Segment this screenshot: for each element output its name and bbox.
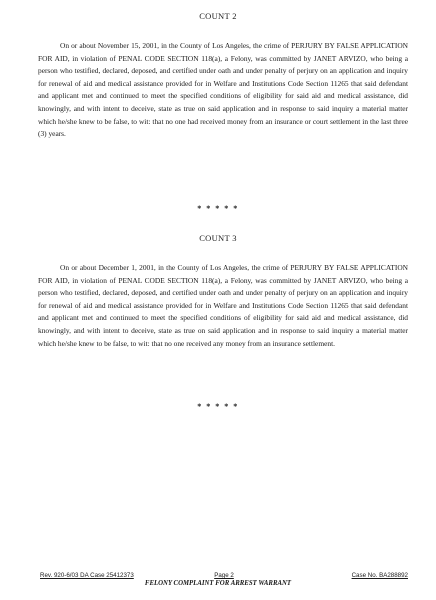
footer-case-number: Case No. BA288892 xyxy=(351,572,408,579)
footer-page-number: Page 2 xyxy=(214,572,234,579)
section-separator: * * * * * xyxy=(197,204,239,213)
section-separator: * * * * * xyxy=(197,402,239,411)
footer-form-revision: Rev. 920-6/03 DA Case 25412373 xyxy=(40,572,134,579)
count-3-paragraph: On or about December 1, 2001, in the County of Los Angeles, the crime of PERJURY BY FALSE APPLICATION FOR AID, in violation of PENAL CODE SECTION 118(a), a Felony, was committed by JANET ARVIZO, who being a person who testified, declared, deposed, and certified under oath and under penalty of perjury on an application and inquiry for renewal of aid and medical assistance provided for in Welfare and Institutions Code Section 11265 that said defendant and applicant met and continued to meet the specified conditions of eligibility for said aid and medical assistance, did knowingly, and with intent to deceive, state as true on said application and in response to said inquiry a material matter which he/she knew to be false, to wit: that no one received any money from an insurance settlement. xyxy=(38,263,408,348)
count-2-paragraph: On or about November 15, 2001, in the County of Los Angeles, the crime of PERJURY BY FALSE APPLICATION FOR AID, in violation of PENAL CODE SECTION 118(a), a Felony, was committed by JANET ARVIZO, who being a person who testified, declared, deposed, and certified under oath and under penalty of perjury on an application and inquiry for renewal of aid and medical assistance provided for in Welfare and Institutions Code Section 11265 that said defendant and applicant met and continued to meet the specified conditions of eligibility for said aid and medical assistance, did knowingly, and with intent to deceive, state as true on said application and in response to said inquiry a material matter which he/she knew to be false, to wit: that no one had received money from an insurance or court settlement in the last three (3) years. xyxy=(38,41,408,139)
footer-document-title: FELONY COMPLAINT FOR ARREST WARRANT xyxy=(144,580,292,587)
count-3-heading: COUNT 3 xyxy=(199,233,237,243)
count-2-heading: COUNT 2 xyxy=(199,11,237,21)
